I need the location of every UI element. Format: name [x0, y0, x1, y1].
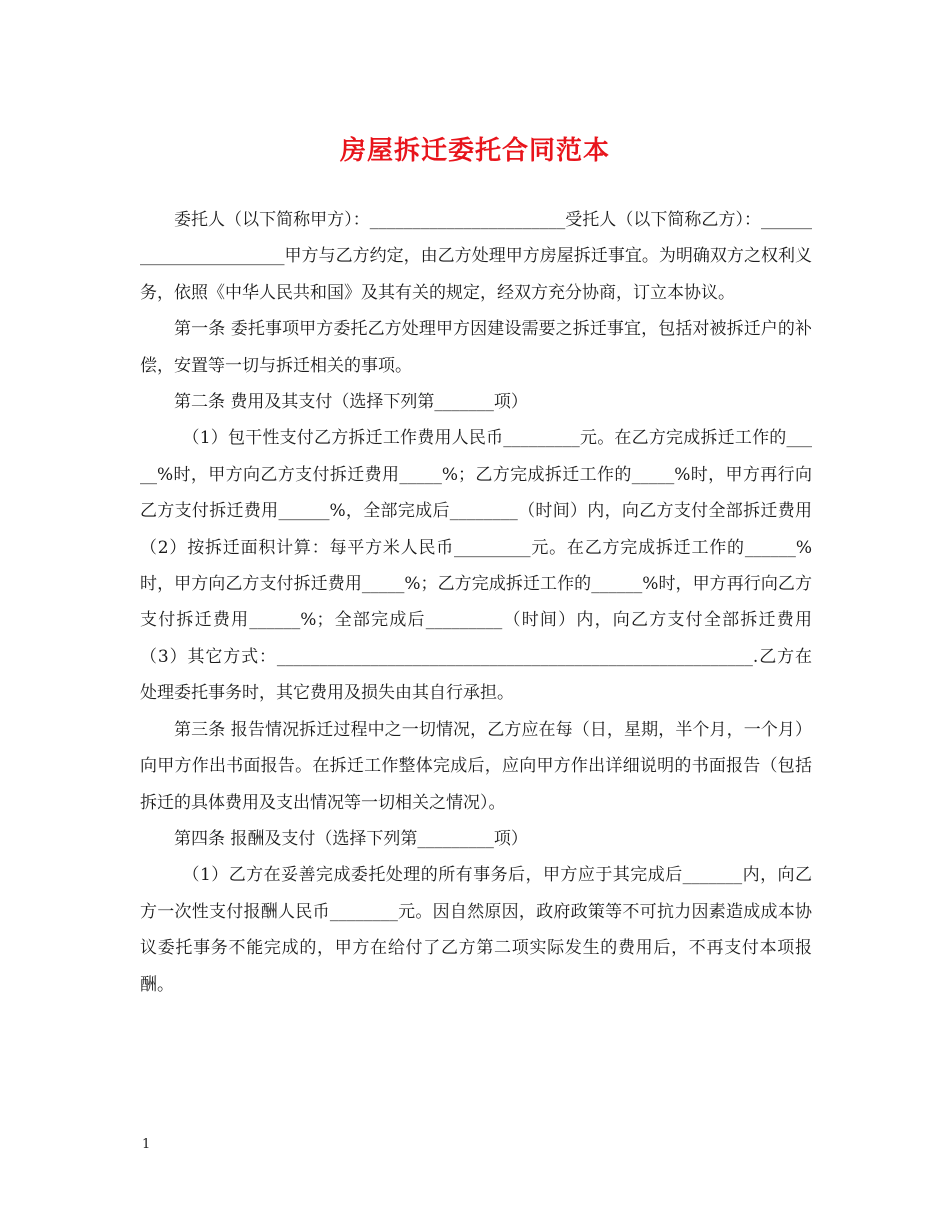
- paragraph-article-4: 第四条 报酬及支付（选择下列第_________项）: [174, 828, 528, 849]
- paragraph-article-2-options: （1）包干性支付乙方拆迁工作费用人民币_________元。在乙方完成拆迁工作的_____%时，甲方向乙方支付拆迁费用_____%；乙方完成拆迁工作的_____%时，甲方再行向乙方支付拆迁费用______%，全部完成后________（时间）内，向乙方支付全部拆迁费用（2）按拆迁面积计算：每平方米人民币_________元。在乙方完成拆迁工作的______%时，甲方向乙方支付拆迁费用_____%；乙方完成拆迁工作的______%时，甲方再行向乙方支付拆迁费用______%；全部完成后_________（时间）内，向乙方支付全部拆迁费用（3）其它方式：________________________________________________________.乙方在处理委托事务时，其它费用及损失由其自行承担。: [140, 428, 812, 704]
- paragraph-article-2: 第二条 费用及其支付（选择下列第_______项）: [174, 392, 528, 413]
- paragraph-article-1: 第一条 委托事项甲方委托乙方处理甲方因建设需要之拆迁事宜，包括对被拆迁户的补偿，安置等一切与拆迁相关的事项。: [140, 319, 812, 376]
- paragraph-article-4-option-1: （1）乙方在妥善完成委托处理的所有事务后，甲方应于其完成后_______内，向乙方一次性支付报酬人民币________元。因自然原因，政府政策等不可抗力因素造成成本协议委托事务不能完成的，甲方在给付了乙方第二项实际发生的费用后，不再支付本项报酬。: [140, 865, 812, 995]
- paragraph-preamble: 委托人（以下简称甲方）：_______________________受托人（以下简称乙方）：_______________________甲方与乙方约定，由乙方处理甲方房屋拆迁事宜。为明确双方之权利义务，依照《中华人民共和国》及其有关的规定，经双方充分协商，订立本协议。: [140, 210, 812, 303]
- paragraph-article-3: 第三条 报告情况拆迁过程中之一切情况，乙方应在每（日，星期，半个月，一个月）向甲方作出书面报告。在拆迁工作整体完成后，应向甲方作出详细说明的书面报告（包括拆迁的具体费用及支出情况等一切相关之情况）。: [140, 719, 812, 813]
- page-title: 房屋拆迁委托合同范本: [339, 136, 610, 166]
- page-number: 1: [142, 1137, 151, 1152]
- document-body: [140, 202, 812, 1003]
